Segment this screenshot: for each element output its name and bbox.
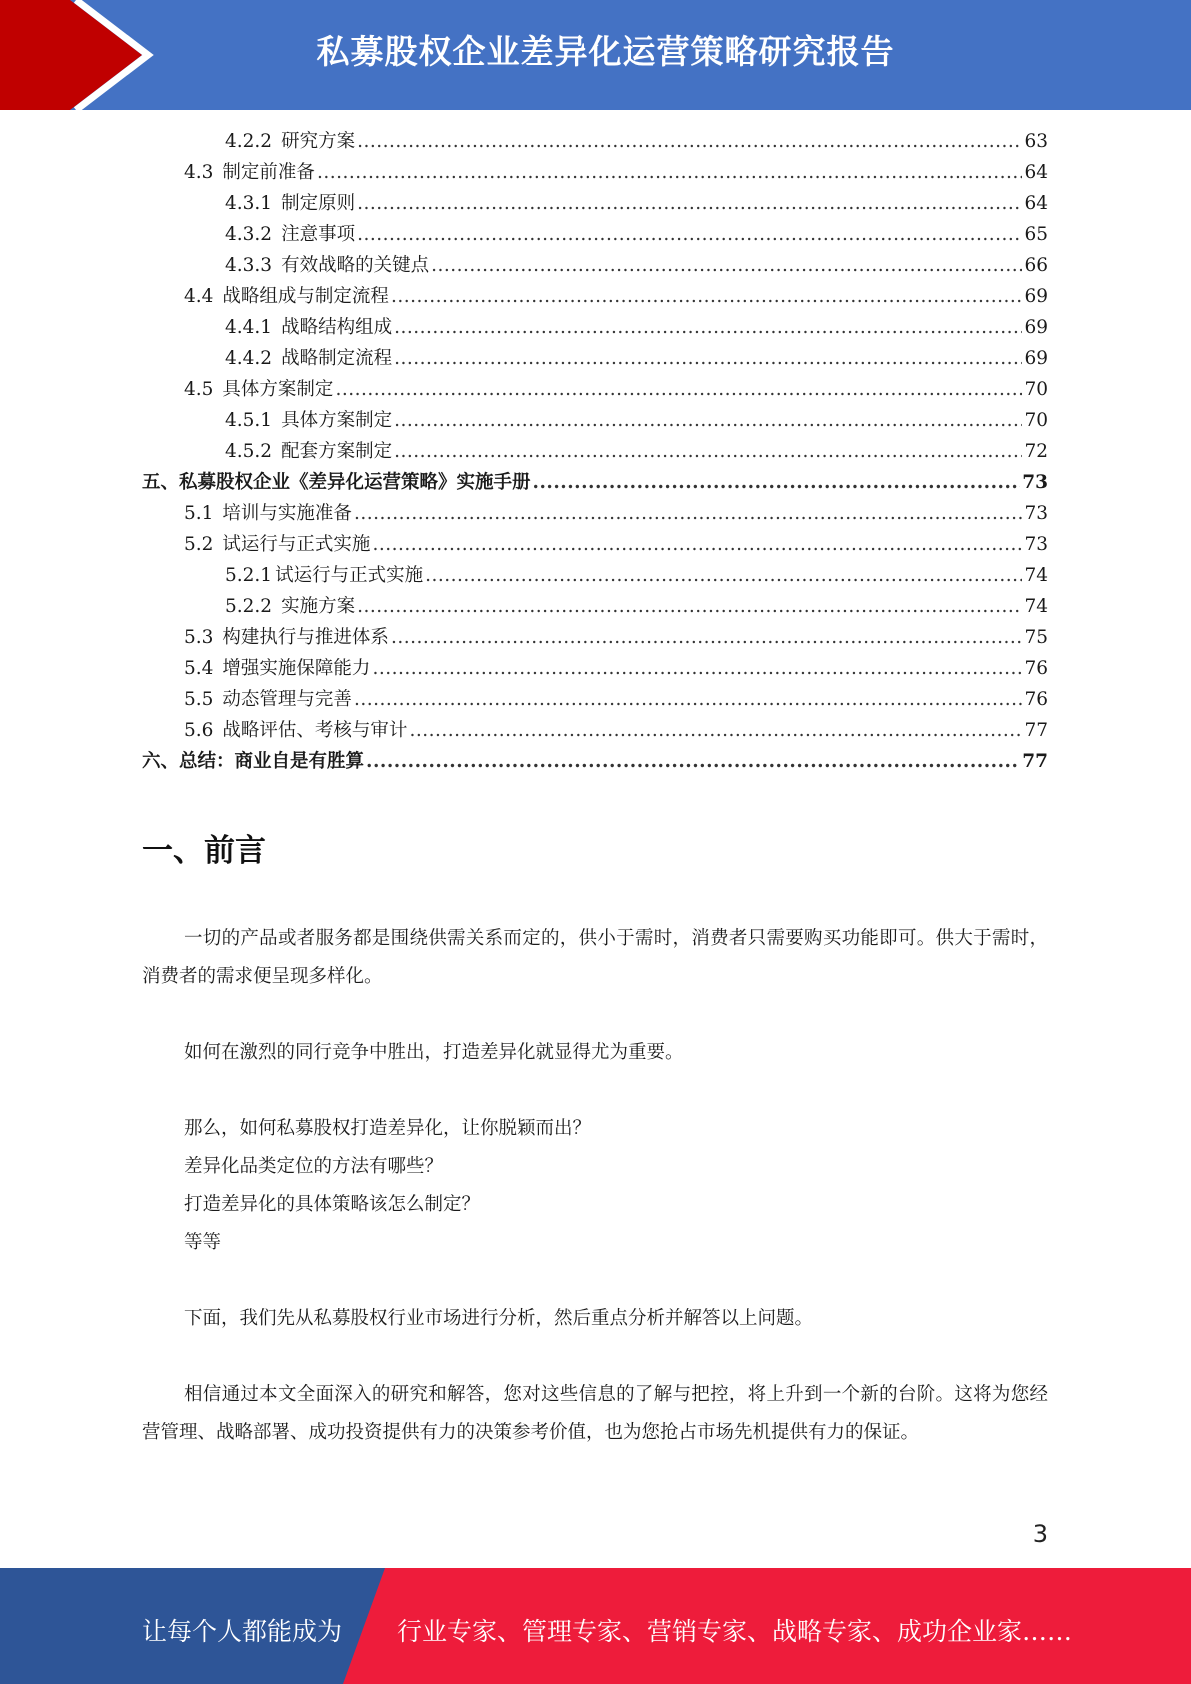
toc-entry[interactable] [225, 314, 1048, 342]
toc-entry[interactable] [184, 717, 1048, 745]
toc-entry-chapter[interactable] [142, 748, 1048, 776]
toc-entry[interactable] [225, 562, 1048, 590]
toc-number: 4.5 [184, 379, 214, 400]
toc-title: 培训与实施准备 [222, 503, 352, 524]
toc-number: 4.5.2 [225, 441, 273, 462]
toc-leader [357, 221, 1022, 249]
toc-leader [533, 469, 1021, 497]
toc-title: 试运行与正式实施 [275, 565, 424, 586]
toc-page: 63 [1024, 131, 1048, 152]
footer-slogan-right: 行业专家、管理专家、营销专家、战略专家、成功企业家…… [397, 1617, 1073, 1646]
toc-entry[interactable] [225, 252, 1048, 280]
toc-title: 配套方案制定 [281, 441, 393, 462]
toc-leader [317, 159, 1023, 187]
question-line: 等等 [184, 1232, 222, 1253]
toc-number: 4.5.1 [225, 410, 273, 431]
toc-page: 72 [1024, 441, 1048, 462]
toc-page: 64 [1024, 162, 1048, 183]
toc-leader [391, 283, 1023, 311]
toc-entry[interactable] [184, 376, 1048, 404]
toc-title: 研究方案 [281, 131, 356, 152]
toc-leader [394, 407, 1022, 435]
paragraph-intro: 一切的产品或者服务都是围绕供需关系而定的，供小于需时，消费者只需要购买功能即可。供大于需时，消费者的需求便呈现多样化。 [142, 928, 1048, 987]
toc-number: 5.3 [184, 627, 214, 648]
toc-number: 4.4 [184, 286, 214, 307]
toc-page: 74 [1024, 565, 1048, 586]
toc-entry[interactable] [184, 686, 1048, 714]
toc-title: 具体方案制定 [222, 379, 334, 400]
toc-leader [357, 593, 1022, 621]
toc-page: 65 [1024, 224, 1048, 245]
paragraph-plan: 下面，我们先从私募股权行业市场进行分析，然后重点分析并解答以上问题。 [184, 1308, 814, 1329]
toc-title: 战略评估、考核与审计 [222, 720, 408, 741]
question-line: 差异化品类定位的方法有哪些？ [184, 1156, 444, 1177]
toc-entry-chapter[interactable] [142, 469, 1048, 497]
toc-number: 4.4.2 [225, 348, 273, 369]
toc-title: 战略组成与制定流程 [222, 286, 389, 307]
header-banner [0, 0, 1191, 110]
toc-number: 4.3 [184, 162, 214, 183]
toc-leader [354, 500, 1023, 528]
toc-title: 注意事项 [281, 224, 356, 245]
toc-leader [394, 438, 1022, 466]
paragraph-value: 相信通过本文全面深入的研究和解答，您对这些信息的了解与把控，将上升到一个新的台阶。这将为您经营管理、战略部署、成功投资提供有力的决策参考价值，也为您抢占市场先机提供有力的保证。 [142, 1384, 1048, 1443]
toc-page: 74 [1024, 596, 1048, 617]
toc-entry[interactable] [225, 593, 1048, 621]
toc-entry[interactable] [184, 159, 1048, 187]
toc-entry[interactable] [184, 655, 1048, 683]
toc-entry[interactable] [184, 283, 1048, 311]
report-title: 私募股权企业差异化运营策略研究报告 [316, 32, 895, 71]
footer-slogan-left: 让每个人都能成为 [142, 1617, 343, 1646]
paragraph-competition: 如何在激烈的同行竞争中胜出，打造差异化就显得尤为重要。 [184, 1042, 684, 1063]
toc-number: 4.2.2 [225, 131, 273, 152]
toc-leader [372, 655, 1022, 683]
toc-page: 66 [1024, 255, 1048, 276]
toc-page: 76 [1024, 689, 1048, 710]
page-number: 3 [1032, 1520, 1048, 1548]
toc-entry[interactable] [225, 407, 1048, 435]
toc-number: 4.3.3 [225, 255, 273, 276]
toc-page: 69 [1024, 286, 1048, 307]
toc-page: 69 [1024, 348, 1048, 369]
toc-number: 5.2 [184, 534, 214, 555]
toc-title: 制定前准备 [222, 162, 315, 183]
toc-page: 73 [1024, 534, 1048, 555]
toc-number: 5.2.2 [225, 596, 273, 617]
toc-leader [394, 314, 1022, 342]
toc-page: 70 [1024, 379, 1048, 400]
toc-title: 战略结构组成 [281, 317, 393, 338]
toc-entry[interactable] [225, 190, 1048, 218]
toc-number: 4.3.1 [225, 193, 273, 214]
footer-banner [0, 1568, 1191, 1684]
toc-title: 战略制定流程 [281, 348, 393, 369]
toc-entry[interactable] [184, 500, 1048, 528]
toc-page: 64 [1024, 193, 1048, 214]
toc-number: 5.5 [184, 689, 214, 710]
toc-leader [394, 345, 1022, 373]
toc-title: 制定原则 [281, 193, 356, 214]
toc-page: 76 [1024, 658, 1048, 679]
toc-page: 77 [1022, 751, 1048, 772]
toc-leader [391, 624, 1023, 652]
question-line: 那么，如何私募股权打造差异化，让你脱颖而出？ [184, 1118, 592, 1139]
toc-title: 五、私募股权企业《差异化运营策略》实施手册 [142, 472, 531, 493]
toc-leader [335, 376, 1022, 404]
toc-entry[interactable] [225, 128, 1048, 156]
toc-page: 75 [1024, 627, 1048, 648]
section-heading: 一、前言 [142, 833, 266, 869]
toc-leader [354, 686, 1023, 714]
toc-title: 构建执行与推进体系 [222, 627, 389, 648]
toc-title: 试运行与正式实施 [222, 534, 371, 555]
toc-entry[interactable] [184, 531, 1048, 559]
toc-leader [357, 128, 1022, 156]
toc-title: 具体方案制定 [281, 410, 393, 431]
toc-leader [372, 531, 1022, 559]
toc-entry[interactable] [225, 345, 1048, 373]
toc-leader [425, 562, 1022, 590]
toc-title: 有效战略的关键点 [281, 255, 430, 276]
toc-page: 77 [1024, 720, 1048, 741]
toc-leader [366, 748, 1020, 776]
toc-number: 5.6 [184, 720, 214, 741]
toc-title: 增强实施保障能力 [222, 658, 371, 679]
toc-title: 六、总结：商业自是有胜算 [142, 751, 365, 772]
toc-leader [409, 717, 1022, 745]
toc-number: 5.4 [184, 658, 214, 679]
toc-entry[interactable] [225, 221, 1048, 249]
toc-number: 5.1 [184, 503, 214, 524]
toc-leader [357, 190, 1022, 218]
toc-title: 动态管理与完善 [222, 689, 352, 710]
toc-page: 70 [1024, 410, 1048, 431]
toc-number: 5.2.1 [225, 565, 273, 586]
toc-number: 4.3.2 [225, 224, 273, 245]
toc-number: 4.4.1 [225, 317, 273, 338]
toc-page: 73 [1024, 503, 1048, 524]
toc-entry[interactable] [184, 624, 1048, 652]
question-line: 打造差异化的具体策略该怎么制定？ [184, 1194, 481, 1215]
toc-leader [431, 252, 1022, 280]
toc-page: 73 [1022, 472, 1048, 493]
toc-page: 69 [1024, 317, 1048, 338]
toc-title: 实施方案 [281, 596, 356, 617]
toc-entry[interactable] [225, 438, 1048, 466]
